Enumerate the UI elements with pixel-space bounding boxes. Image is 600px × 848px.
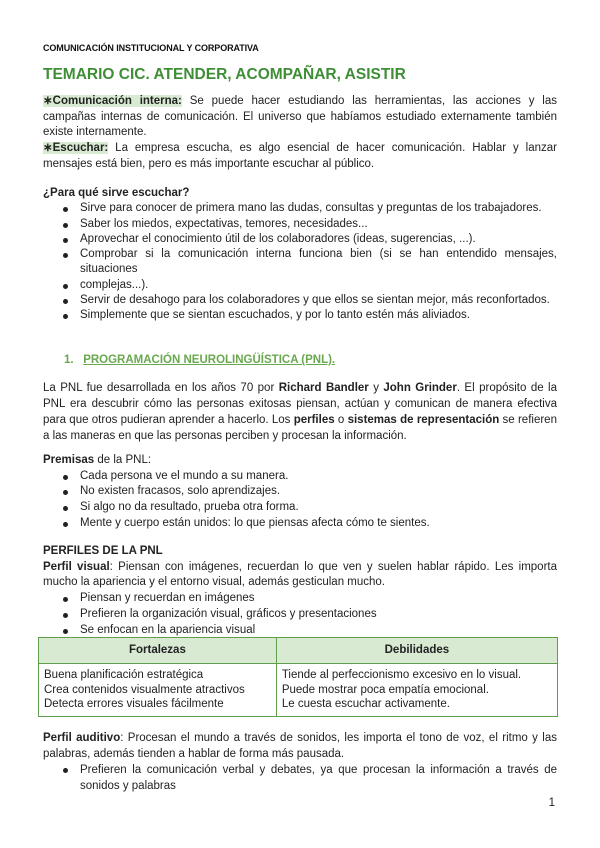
- list-item: Cada persona ve el mundo a su manera.: [43, 469, 557, 485]
- table-row: [39, 664, 558, 717]
- term-text: Se puede hacer estudiando las herramientas, las acciones y las campañas internas de comunicación. El universo que habíamos estudiado externamente también existe internamente.: [43, 95, 557, 139]
- intro-escuchar: [43, 141, 557, 172]
- premisas-section: [43, 453, 557, 532]
- cell-line: Tiende al perfeccionismo excesivo en lo visual.: [281, 669, 522, 681]
- premisas-list: [43, 469, 557, 532]
- perfil-auditivo-list: [43, 762, 557, 794]
- debilidades-cell: [276, 664, 557, 717]
- perfil-visual-list: [43, 591, 557, 638]
- list-item: Saber los miedos, expectativas, temores, necesidades...: [43, 217, 557, 232]
- list-item: Comprobar si la comunicación interna funciona bien (si se han entendido mensajes, situaciones: [43, 247, 557, 278]
- list-item: Prefieren la organización visual, gráficos y presentaciones: [43, 607, 557, 623]
- pnl-paragraph: [43, 380, 557, 444]
- section-title: PROGRAMACIÓN NEUROLINGÜÍSTICA (PNL).: [83, 354, 336, 366]
- list-item: Se enfocan en la apariencia visual: [43, 623, 557, 639]
- term-label: ∗Comunicación interna:: [43, 95, 182, 107]
- section-heading: ¿Para qué sirve escuchar?: [43, 187, 190, 199]
- text: : Piensan con imágenes, recuerdan lo que ven y suelen hablar rápido. Les importa mucho la apariencia y el entorno visual, además gesticulan mucho.: [43, 560, 558, 589]
- bold-text: Richard Bandler: [278, 382, 369, 394]
- document-header: COMUNICACIÓN INSTITUCIONAL Y CORPORATIVA: [43, 43, 259, 53]
- page-number: 1: [548, 797, 555, 809]
- text: se refieren a las maneras en que las personas perciben y procesan la información.: [43, 414, 557, 442]
- page-title: TEMARIO CIC. ATENDER, ACOMPAÑAR, ASISTIR: [43, 66, 406, 83]
- bold-text: Premisas: [43, 454, 95, 466]
- cell-line: Detecta errores visuales fácilmente: [44, 698, 224, 710]
- perfil-visual-paragraph: [43, 560, 557, 591]
- fortalezas-cell: [39, 664, 277, 717]
- bold-text: sistemas de representación: [347, 414, 500, 426]
- intro-section: [43, 94, 557, 173]
- list-item: Piensan y recuerdan en imágenes: [43, 591, 557, 607]
- text: . El propósito de la PNL era descubrir cómo las personas exitosas piensan, actúan y comunican de manera efectiva para que otros pudieran aprender a hacerlo. Los: [43, 382, 557, 426]
- list-item: Servir de desahogo para los colaboradores y que ellos se sientan mejor, más reconfortados.: [43, 293, 557, 308]
- intro-comunicacion-interna: [43, 94, 557, 141]
- text: o: [334, 414, 348, 426]
- visual-strengths-weaknesses-table: [38, 637, 558, 717]
- cell-line: Buena planificación estratégica: [44, 669, 204, 681]
- term-label: ∗Escuchar:: [43, 142, 109, 155]
- escuchar-list: [43, 201, 557, 323]
- section-heading: PERFILES DE LA PNL: [43, 545, 163, 557]
- list-item: No existen fracasos, solo aprendizajes.: [43, 484, 557, 500]
- list-item: Sirve para conocer de primera mano las dudas, consultas y preguntas de los trabajadores.: [43, 201, 557, 216]
- list-item: Prefieren la comunicación verbal y debates, ya que procesan la información a través de sonidos y palabras: [43, 762, 557, 794]
- term-text: La empresa escucha, es algo esencial de hacer comunicación. Hablar y lanzar mensajes está bien, pero es más importante escuchar al público.: [43, 142, 557, 170]
- cell-line: Le cuesta escuchar activamente.: [281, 698, 450, 710]
- list-item: Aprovechar el conocimiento útil de los colaboradores (ideas, sugerencias, ...).: [43, 232, 557, 247]
- text: : Procesan el mundo a través de sonidos, les importa el tono de voz, el ritmo y las palabras, además tienden a hablar de forma más pausada.: [43, 732, 557, 760]
- section-heading-pnl: [64, 353, 578, 369]
- section-number: 1.: [64, 354, 74, 366]
- list-item: Simplemente que se sientan escuchados, y por lo tanto estén más aliviados.: [43, 308, 557, 323]
- cell-line: Crea contenidos visualmente atractivos: [44, 683, 245, 696]
- escuchar-section: [43, 186, 557, 324]
- perfil-auditivo-section: [43, 730, 557, 794]
- text: La PNL fue desarrollada en los años 70 por: [43, 382, 279, 394]
- table-header-row: [39, 638, 558, 664]
- perfiles-section: [43, 544, 557, 638]
- text: y: [368, 382, 384, 394]
- list-item: complejas...).: [43, 278, 557, 293]
- column-header: Debilidades: [276, 638, 557, 664]
- column-header: Fortalezas: [39, 638, 277, 664]
- bold-text: Perfil visual: [43, 560, 110, 573]
- bold-text: perfiles: [293, 414, 335, 426]
- cell-line: Puede mostrar poca empatía emocional.: [281, 683, 489, 696]
- bold-text: John Grinder: [383, 382, 457, 394]
- perfil-auditivo-paragraph: [43, 730, 557, 762]
- list-item: Si algo no da resultado, prueba otra forma.: [43, 500, 557, 516]
- list-item: Mente y cuerpo están unidos: lo que piensas afecta cómo te sientes.: [43, 516, 557, 532]
- text: de la PNL:: [94, 454, 152, 466]
- premisas-heading: [43, 453, 557, 469]
- bold-text: Perfil auditivo: [43, 732, 121, 744]
